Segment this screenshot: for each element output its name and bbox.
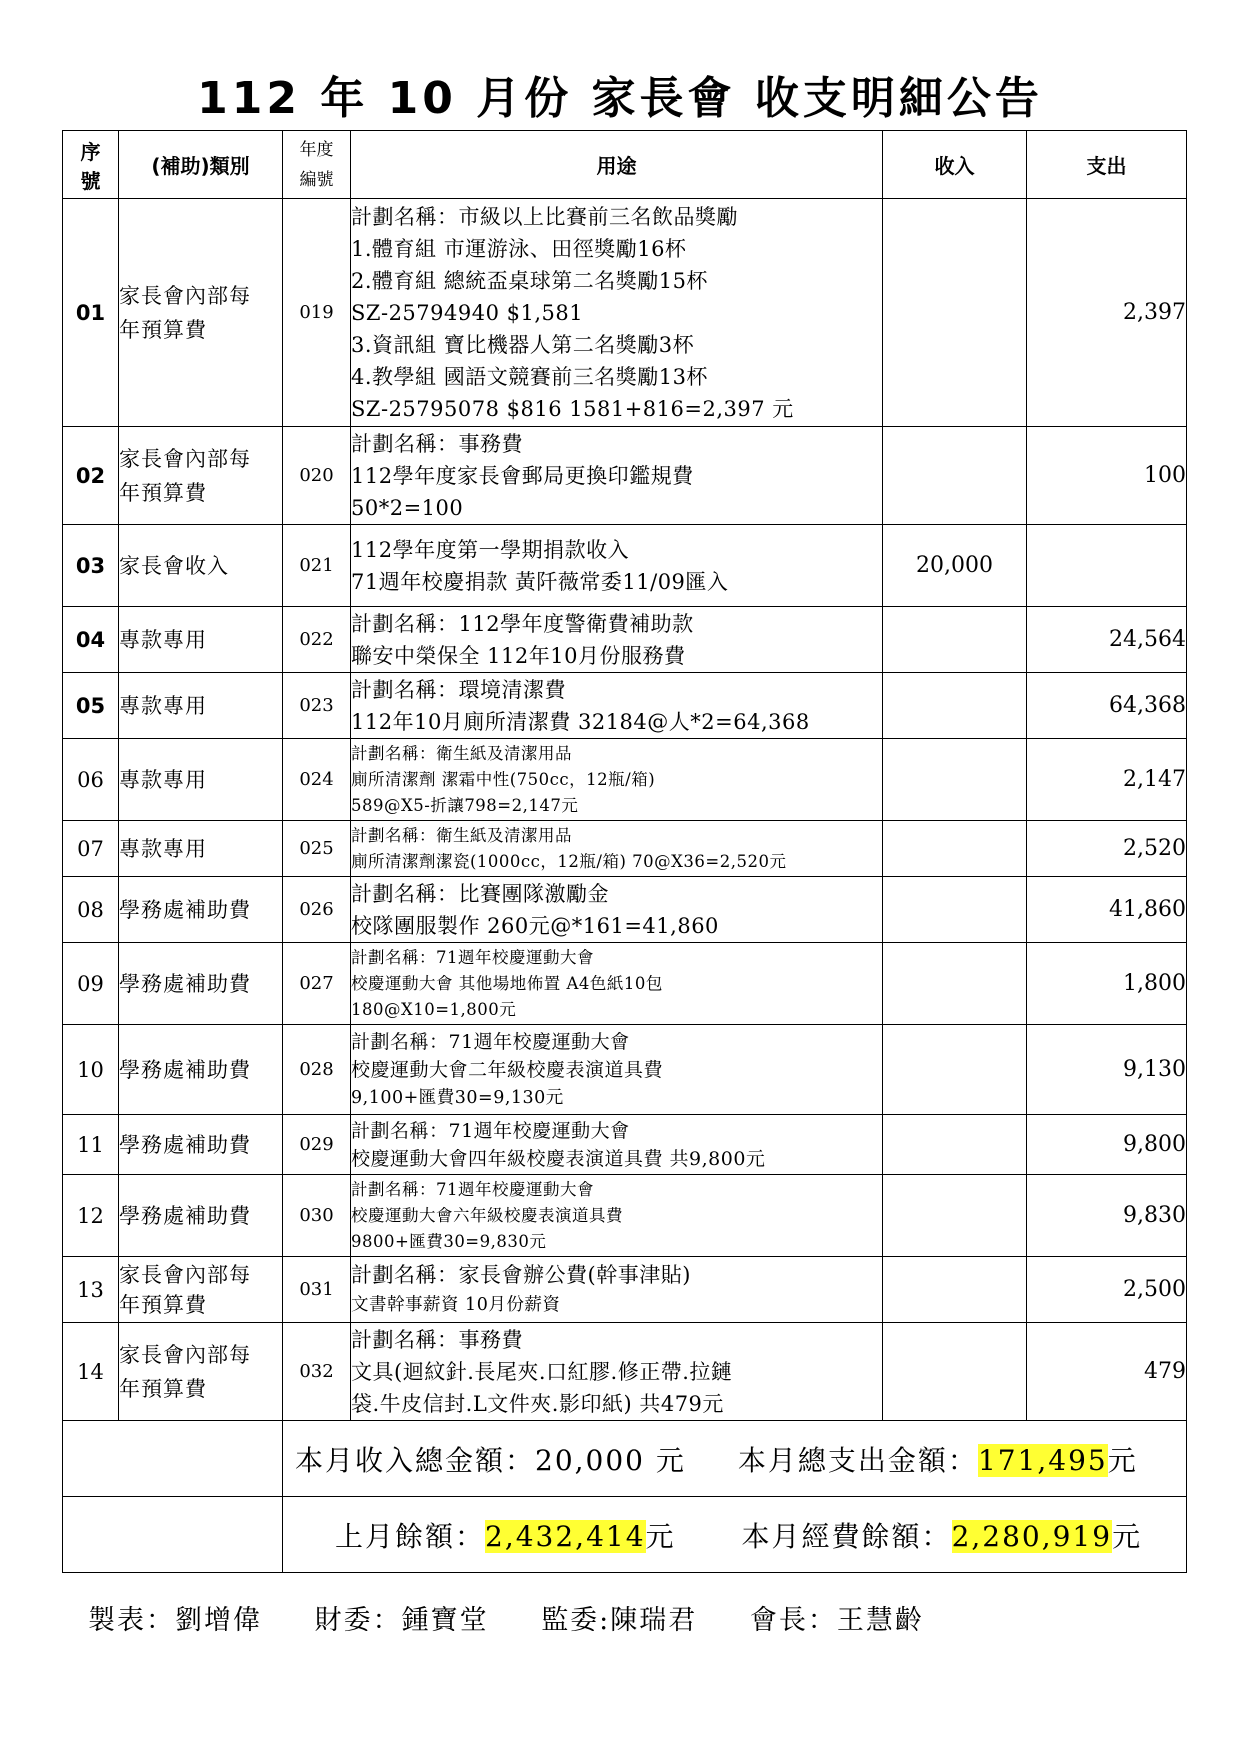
row-code: 024 xyxy=(283,739,351,821)
row-usage: 計劃名稱：比賽團隊激勵金 校隊團服製作 260元@*161=41,860 xyxy=(351,877,883,943)
row-code: 031 xyxy=(283,1257,351,1323)
row-category: 學務處補助費 xyxy=(119,877,283,943)
row-category: 學務處補助費 xyxy=(119,1025,283,1115)
summary-spacer xyxy=(63,1497,283,1573)
row-category: 學務處補助費 xyxy=(119,1175,283,1257)
income-total-label: 本月收入總金額： xyxy=(295,1443,536,1477)
usage-header: 用途 xyxy=(351,131,883,199)
row-income xyxy=(883,427,1027,525)
row-category: 家長會內部每 年預算費 xyxy=(119,1323,283,1421)
table-row xyxy=(63,1323,1187,1421)
row-code: 019 xyxy=(283,199,351,427)
table-row xyxy=(63,821,1187,877)
table-row xyxy=(63,427,1187,525)
income-total-unit: 元 xyxy=(655,1443,686,1477)
row-category: 專款專用 xyxy=(119,673,283,739)
row-expense: 9,130 xyxy=(1027,1025,1187,1115)
row-usage: 計劃名稱：事務費 文具(迴紋針.長尾夾.口紅膠.修正帶.拉鏈 袋.牛皮信封.L文件夾.影印紙) 共479元 xyxy=(351,1323,883,1421)
row-seq: 13 xyxy=(63,1257,119,1323)
row-income xyxy=(883,1175,1027,1257)
expense-total-label: 本月總支出金額： xyxy=(737,1443,978,1477)
row-usage: 計劃名稱：71週年校慶運動大會 校慶運動大會二年級校慶表演道具費 9,100+匯費30=9,130元 xyxy=(351,1025,883,1115)
ledger-table xyxy=(62,130,1187,1573)
row-income xyxy=(883,199,1027,427)
table-row xyxy=(63,739,1187,821)
row-seq: 02 xyxy=(63,427,119,525)
row-category: 學務處補助費 xyxy=(119,943,283,1025)
row-usage: 計劃名稱：環境清潔費 112年10月廁所清潔費 32184@人*2=64,368 xyxy=(351,673,883,739)
current-balance-label: 本月經費餘額： xyxy=(741,1519,952,1553)
row-category: 專款專用 xyxy=(119,607,283,673)
row-code: 032 xyxy=(283,1323,351,1421)
current-balance-unit: 元 xyxy=(1112,1519,1143,1553)
row-usage: 計劃名稱：家長會辦公費(幹事津貼) 文書幹事薪資 10月份薪資 xyxy=(351,1257,883,1323)
table-row xyxy=(63,1025,1187,1115)
row-expense: 2,397 xyxy=(1027,199,1187,427)
row-income xyxy=(883,607,1027,673)
row-code: 021 xyxy=(283,525,351,607)
row-category: 家長會內部每 年預算費 xyxy=(119,199,283,427)
row-income: 20,000 xyxy=(883,525,1027,607)
row-income xyxy=(883,1257,1027,1323)
table-row xyxy=(63,877,1187,943)
row-expense: 2,500 xyxy=(1027,1257,1187,1323)
summary-row-balance xyxy=(63,1497,1187,1573)
row-usage: 計劃名稱：71週年校慶運動大會 校慶運動大會 其他場地佈置 A4色紙10包 180@X10=1,800元 xyxy=(351,943,883,1025)
row-income xyxy=(883,673,1027,739)
row-code: 029 xyxy=(283,1115,351,1175)
row-seq: 04 xyxy=(63,607,119,673)
row-seq: 06 xyxy=(63,739,119,821)
row-expense: 64,368 xyxy=(1027,673,1187,739)
expense-header: 支出 xyxy=(1027,131,1187,199)
category-header: (補助)類別 xyxy=(119,131,283,199)
maker-signature: 製表：劉增偉 xyxy=(88,1605,262,1636)
table-row xyxy=(63,673,1187,739)
row-seq: 05 xyxy=(63,673,119,739)
table-row xyxy=(63,943,1187,1025)
row-category: 家長會內部每 年預算費 xyxy=(119,1257,283,1323)
row-expense: 100 xyxy=(1027,427,1187,525)
row-income xyxy=(883,943,1027,1025)
row-seq: 07 xyxy=(63,821,119,877)
prev-balance-value: 2,432,414 xyxy=(485,1519,646,1553)
current-balance-value: 2,280,919 xyxy=(951,1519,1113,1553)
row-income xyxy=(883,1323,1027,1421)
table-row xyxy=(63,1175,1187,1257)
row-expense: 9,800 xyxy=(1027,1115,1187,1175)
row-usage: 計劃名稱：71週年校慶運動大會 校慶運動大會四年級校慶表演道具費 共9,800元 xyxy=(351,1115,883,1175)
row-expense: 9,830 xyxy=(1027,1175,1187,1257)
supervisor-signature: 監委:陳瑞君 xyxy=(541,1605,698,1636)
row-code: 020 xyxy=(283,427,351,525)
row-income xyxy=(883,739,1027,821)
row-income xyxy=(883,1115,1027,1175)
row-income xyxy=(883,877,1027,943)
income-total-value: 20,000 xyxy=(535,1443,645,1477)
row-income xyxy=(883,1025,1027,1115)
row-code: 023 xyxy=(283,673,351,739)
row-category: 家長會內部每 年預算費 xyxy=(119,427,283,525)
row-code: 028 xyxy=(283,1025,351,1115)
row-seq: 01 xyxy=(63,199,119,427)
expense-total-unit: 元 xyxy=(1107,1443,1138,1477)
row-category: 學務處補助費 xyxy=(119,1115,283,1175)
row-usage: 計劃名稱：71週年校慶運動大會 校慶運動大會六年級校慶表演道具費 9800+匯費30=9,830元 xyxy=(351,1175,883,1257)
summary-balance xyxy=(283,1497,1187,1573)
table-row xyxy=(63,199,1187,427)
row-seq: 14 xyxy=(63,1323,119,1421)
row-seq: 09 xyxy=(63,943,119,1025)
row-income xyxy=(883,821,1027,877)
summary-monthly xyxy=(283,1421,1187,1497)
row-expense: 1,800 xyxy=(1027,943,1187,1025)
row-usage: 計劃名稱：衛生紙及清潔用品 廁所清潔劑 潔霜中性(750cc，12瓶/箱) 589@X5-折讓798=2,147元 xyxy=(351,739,883,821)
row-expense: 2,147 xyxy=(1027,739,1187,821)
row-expense: 2,520 xyxy=(1027,821,1187,877)
finance-signature: 財委：鍾寶堂 xyxy=(314,1605,489,1636)
row-expense: 479 xyxy=(1027,1323,1187,1421)
row-expense: 41,860 xyxy=(1027,877,1187,943)
row-usage: 112學年度第一學期捐款收入 71週年校慶捐款 黃阡薇常委11/09匯入 xyxy=(351,525,883,607)
row-code: 026 xyxy=(283,877,351,943)
summary-row-monthly xyxy=(63,1421,1187,1497)
row-seq: 12 xyxy=(63,1175,119,1257)
row-seq: 03 xyxy=(63,525,119,607)
row-usage: 計劃名稱：市級以上比賽前三名飲品獎勵 1.體育組 市運游泳、田徑獎勵16杯 2.體育組 總統盃桌球第二名獎勵15杯 SZ-25794940 $1,581 3.資訊組 寶比機器人第二名獎勵3杯 4.教學組 國語文競賽前三名獎勵13杯 SZ-25795078 $816 1581+816=2,397 元 xyxy=(351,199,883,427)
prev-balance-label: 上月餘額： xyxy=(335,1519,486,1553)
row-code: 025 xyxy=(283,821,351,877)
row-usage: 計劃名稱：衛生紙及清潔用品 廁所清潔劑潔瓷(1000cc，12瓶/箱) 70@X36=2,520元 xyxy=(351,821,883,877)
code-header: 年度 編號 xyxy=(283,131,351,199)
header-row xyxy=(63,131,1187,199)
row-code: 030 xyxy=(283,1175,351,1257)
row-seq: 08 xyxy=(63,877,119,943)
row-expense xyxy=(1027,525,1187,607)
signature-line xyxy=(88,1598,966,1637)
row-seq: 10 xyxy=(63,1025,119,1115)
row-code: 027 xyxy=(283,943,351,1025)
summary-spacer xyxy=(63,1421,283,1497)
row-category: 家長會收入 xyxy=(119,525,283,607)
row-code: 022 xyxy=(283,607,351,673)
seq-header: 序 號 xyxy=(63,131,119,199)
row-category: 專款專用 xyxy=(119,739,283,821)
row-expense: 24,564 xyxy=(1027,607,1187,673)
table-row xyxy=(63,607,1187,673)
president-signature: 會長：王慧齡 xyxy=(749,1605,924,1636)
prev-balance-unit: 元 xyxy=(645,1519,676,1553)
row-usage: 計劃名稱：112學年度警衛費補助款 聯安中榮保全 112年10月份服務費 xyxy=(351,607,883,673)
row-category: 專款專用 xyxy=(119,821,283,877)
row-seq: 11 xyxy=(63,1115,119,1175)
table-row xyxy=(63,1115,1187,1175)
row-usage: 計劃名稱：事務費 112學年度家長會郵局更換印鑑規費 50*2=100 xyxy=(351,427,883,525)
income-header: 收入 xyxy=(883,131,1027,199)
table-row xyxy=(63,1257,1187,1323)
table-row xyxy=(63,525,1187,607)
expense-total-value: 171,495 xyxy=(977,1443,1108,1477)
page-title: 112 年 10 月份 家長會 收支明細公告 xyxy=(197,73,1043,124)
